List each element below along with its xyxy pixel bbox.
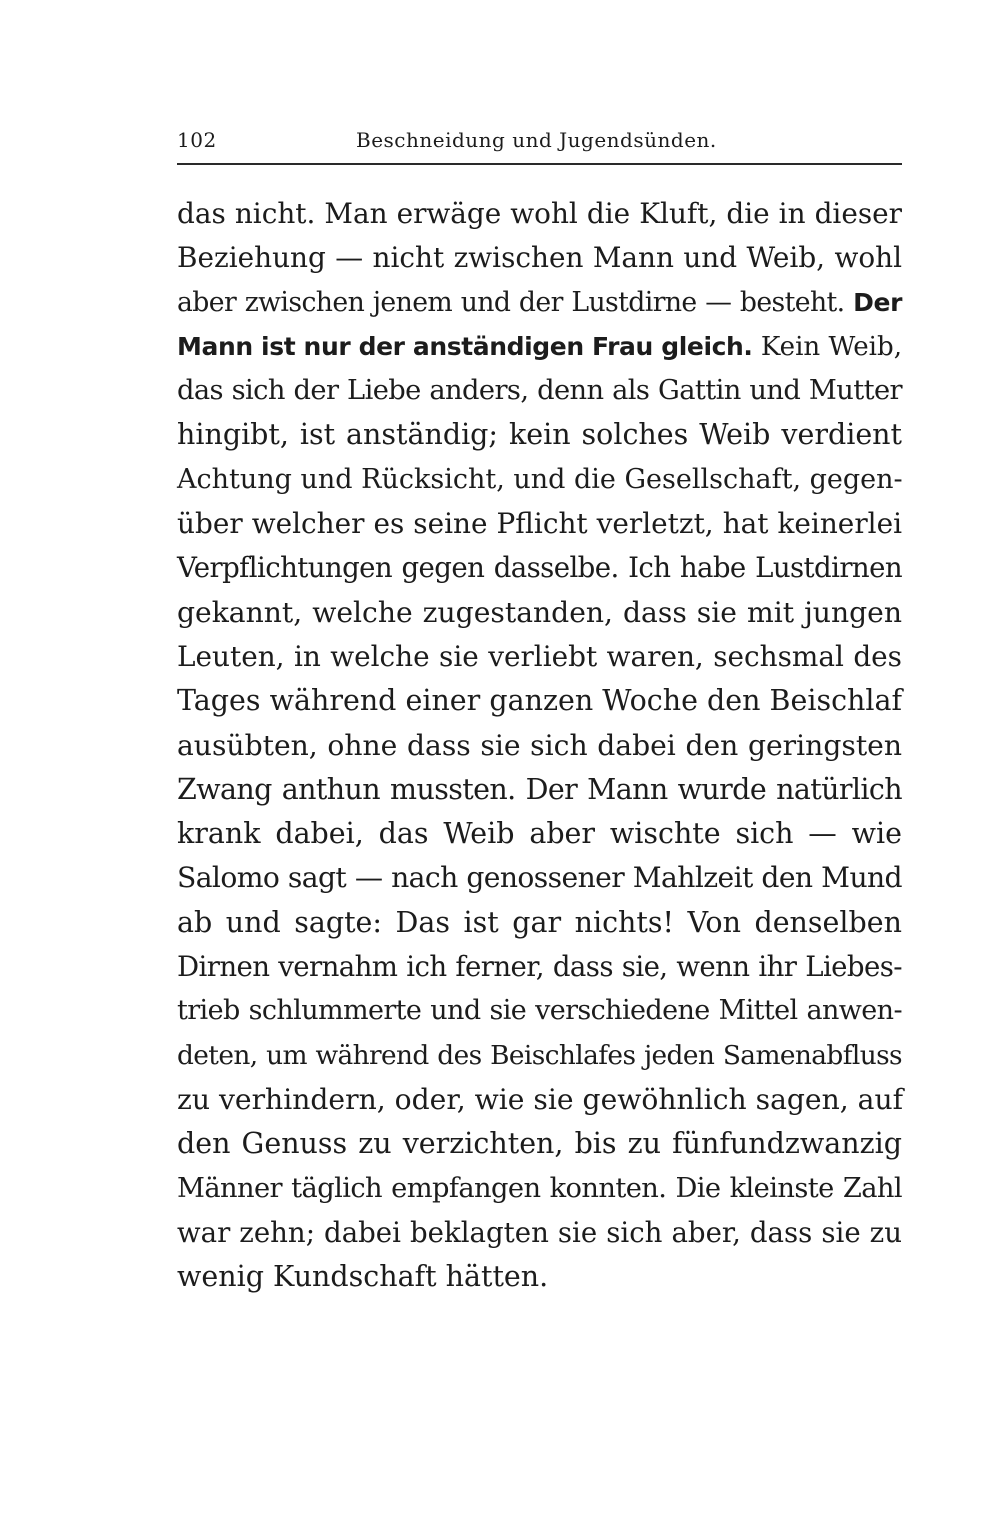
body-text [177,192,902,1299]
bold-phrase-end: Mann ist nur der anständigen Frau gleich. [177,331,753,361]
text-line-8: über welcher es seine Pflicht verletzt, hat keinerlei [177,507,902,541]
text-line-22: den Genuss zu verzichten, bis zu fünfundzwanzig [177,1127,902,1161]
text-line-12: Tages während einer ganzen Woche den Beischlaf [177,684,903,718]
text-line-3-regular: aber zwischen jenem und der Lustdirne — besteht. [177,286,845,318]
text-line-11: Leuten, in welche sie verliebt waren, sechsmal des [177,639,902,673]
text-line-7: Achtung und Rücksicht, und die Gesellschaft, gegen- [177,463,903,495]
text-line-25: wenig Kundschaft hätten. [177,1260,549,1294]
text-line-5: das sich der Liebe anders, denn als Gattin und Mutter [177,375,902,407]
text-line-3 [177,281,902,325]
text-line-19: trieb schlummerte und sie verschiedene Mittel anwen- [177,995,902,1027]
header-rule [177,163,902,165]
text-line-24: war zehn; dabei beklagten sie sich aber, dass sie zu [177,1215,902,1249]
text-line-6: hingibt, ist anständig; kein solches Weib verdient [177,418,902,452]
running-head [177,128,902,158]
text-line-9: Verpflichtungen gegen dasselbe. Ich habe Lustdirnen [177,551,902,585]
text-line-2: Beziehung — nicht zwischen Mann und Weib, wohl [177,241,902,275]
text-line-13: ausübten, ohne dass sie sich dabei den geringsten [177,728,902,762]
text-line-14: Zwang anthun mussten. Der Mann wurde natürlich [177,772,902,806]
text-line-10: gekannt, welche zugestanden, dass sie mit jungen [177,595,902,629]
text-line-1: das nicht. Man erwäge wohl die Kluft, die in dieser [177,197,902,230]
bold-phrase-start: Der [853,287,902,317]
text-line-4-regular: Kein Weib, [760,331,903,362]
text-line-18: Dirnen vernahm ich ferner, dass sie, wenn ihr Liebes- [177,950,902,984]
text-line-20: deten, um während des Beischlafes jeden Samenabfluss [177,1039,902,1071]
text-line-23: Männer täglich empfangen konnten. Die kleinste Zahl [177,1172,902,1204]
text-line-16: Salomo sagt — nach genossener Mahlzeit den Mund [177,861,902,895]
text-line-17: ab und sagte: Das ist gar nichts! Von denselben [177,905,902,939]
page-number: 102 [177,128,217,152]
text-line-4 [177,325,902,369]
text-line-15: krank dabei, das Weib aber wischte sich — wie [177,817,902,851]
text-line-21: zu verhindern, oder, wie sie gewöhnlich sagen, auf [177,1082,904,1116]
running-title: Beschneidung und Jugendsünden. [356,128,717,152]
